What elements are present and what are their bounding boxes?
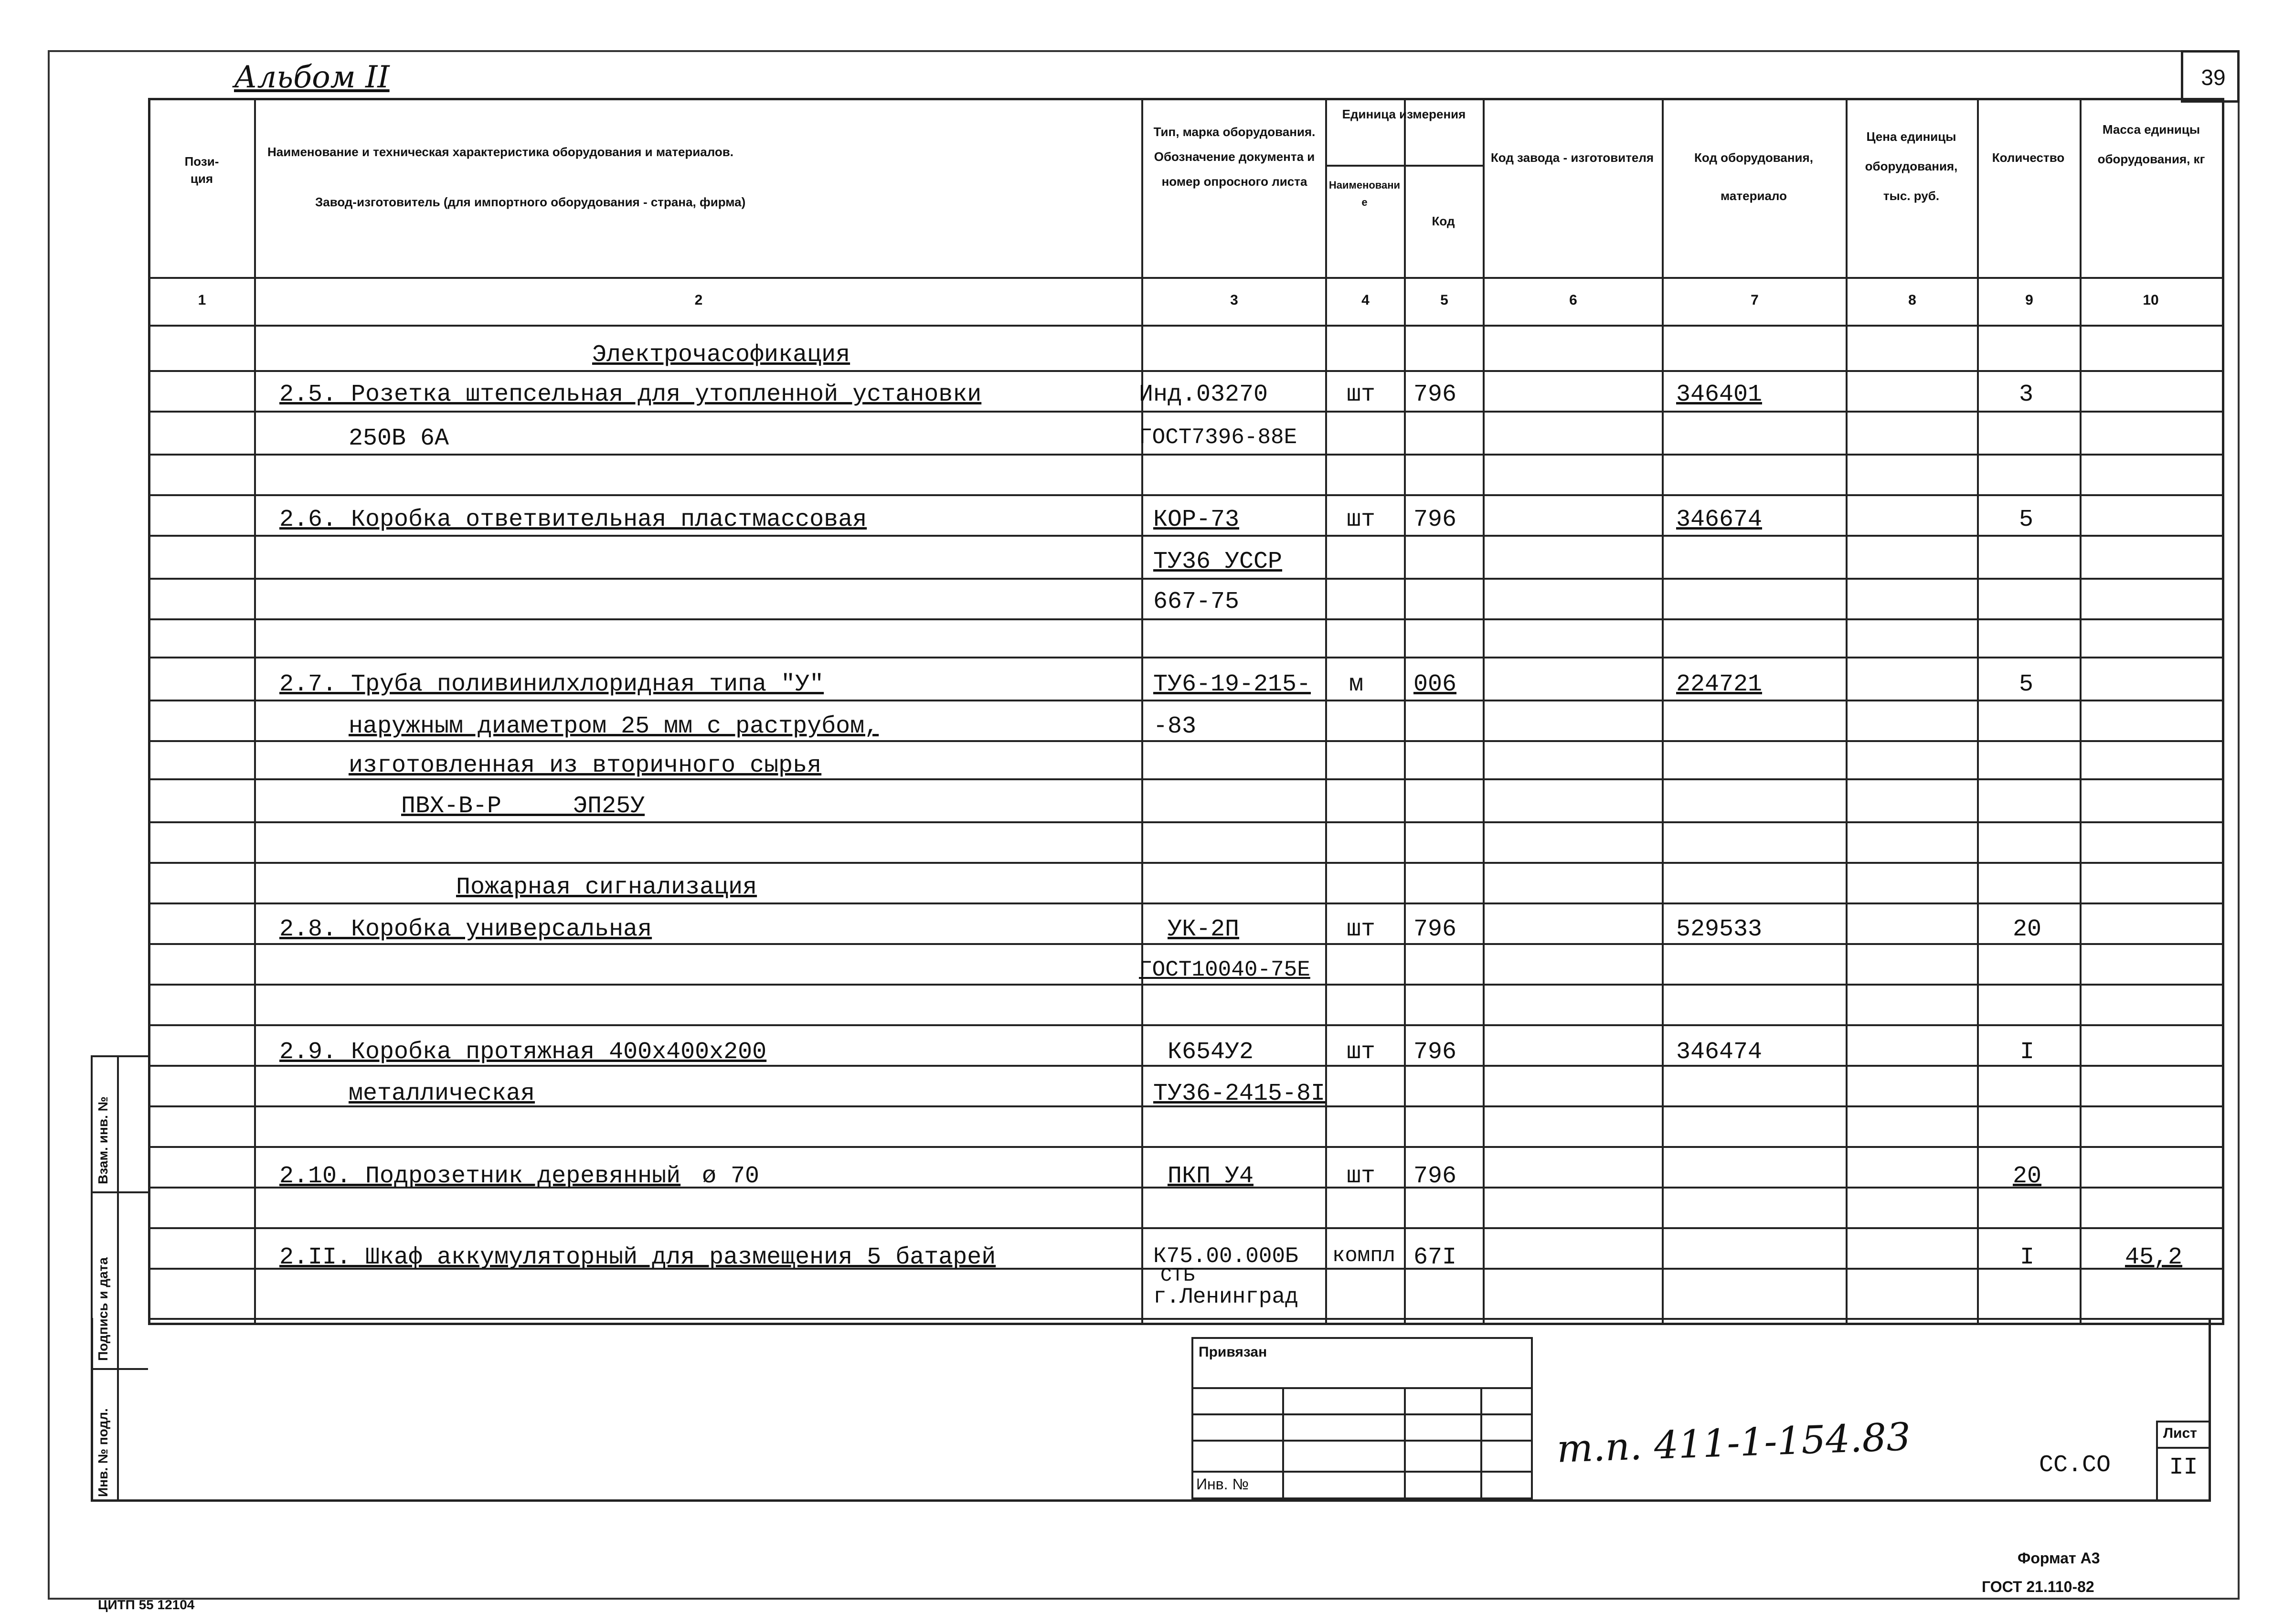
footer-left: ЦИТП 55 12104 (98, 1597, 195, 1612)
stamp-line (1480, 1387, 1482, 1499)
row-line (148, 618, 2224, 620)
item-unit: шт (1347, 1039, 1376, 1066)
row-line (148, 494, 2224, 496)
item-diameter: ø 70 (702, 1163, 760, 1190)
header-type: Тип, марка оборудования. Обозначение документа и номер опросного листа (1153, 125, 1316, 189)
item-type: К654У2 (1168, 1039, 1254, 1066)
header-factory-code: Код завода - изготовителя (1490, 150, 1654, 165)
item-name: 2.10. Подрозетник деревянный (279, 1163, 681, 1190)
item-type: -83 (1153, 713, 1197, 740)
stamp-line (1404, 1387, 1406, 1499)
item-type: Инд.03270 (1139, 381, 1268, 408)
item-quantity: 5 (2019, 671, 2034, 698)
item-unit-code: 67I (1413, 1244, 1457, 1271)
side-strip-line (91, 1055, 93, 1502)
header-mass: Масса единицы оборудования, кг (2097, 122, 2205, 166)
colnum-bottom-line (148, 325, 2224, 327)
side-label-replace-inv: Взам. инв. № (96, 1096, 110, 1184)
side-strip-line (91, 1055, 148, 1057)
row-line (148, 862, 2224, 864)
row-line (148, 1227, 2224, 1229)
item-name: изготовленная из вторичного сырья (349, 752, 822, 779)
item-quantity: 5 (2019, 506, 2034, 533)
col-divider (1483, 98, 1485, 1323)
item-quantity: I (2020, 1039, 2035, 1066)
item-unit: м (1349, 671, 1364, 698)
row-line (148, 454, 2224, 456)
header-unit-code: Код (1432, 214, 1455, 228)
item-type: ГОСТ10040-75Е (1139, 957, 1310, 982)
spec-table (148, 98, 2224, 1325)
section-title: Электрочасофикация (592, 341, 850, 369)
item-equipment-code: 529533 (1676, 916, 1763, 943)
header-quantity: Количество (1992, 150, 2065, 165)
col-divider (2080, 98, 2082, 1323)
item-type: ПКП У4 (1168, 1163, 1254, 1190)
unit-header-divider (1325, 165, 1483, 167)
item-equipment-code: 346474 (1676, 1039, 1763, 1066)
item-name: 2.7. Труба поливинилхлоридная типа "У" (279, 671, 824, 698)
row-line (148, 370, 2224, 372)
header-unit-name: Наименование (1328, 179, 1401, 208)
item-name: 2.8. Коробка универсальная (279, 916, 652, 943)
sheet-box-line (2156, 1447, 2211, 1449)
header-unit: Единица измерения (1342, 107, 1466, 121)
row-line (148, 1024, 2224, 1026)
header-equipment-code: Код оборудования, материало (1694, 150, 1813, 203)
title-block (91, 1318, 2211, 1502)
row-line (148, 902, 2224, 904)
item-quantity: 20 (2013, 1163, 2042, 1190)
row-line (148, 821, 2224, 823)
album-label: Альбом II (234, 60, 390, 95)
colnum-9: 9 (2025, 292, 2033, 308)
stamp-inv-label: Инв. № (1196, 1475, 1249, 1493)
col-divider (254, 98, 256, 1323)
item-unit: шт (1347, 506, 1376, 533)
item-name: 2.9. Коробка протяжная 400х400х200 (279, 1039, 767, 1066)
col-divider (1325, 98, 1327, 1323)
page-number: 39 (2201, 65, 2226, 90)
item-type: СТБ (1160, 1265, 1195, 1287)
item-name: наружным диаметром 25 мм с раструбом, (349, 713, 879, 740)
project-code: т.п. 411-1-154.83 (1556, 1414, 1912, 1471)
item-unit: шт (1347, 381, 1376, 408)
item-quantity: 20 (2013, 916, 2042, 943)
row-line (148, 984, 2224, 986)
stamp-privyazan: Привязан (1199, 1344, 1267, 1360)
item-unit-code: 796 (1413, 1039, 1457, 1066)
item-unit: шт (1347, 916, 1376, 943)
item-type: ТУ36 УССР (1153, 548, 1283, 575)
side-strip-line (91, 1191, 148, 1193)
item-name: 2.II. Шкаф аккумуляторный для размещения 5 батарей (279, 1244, 996, 1271)
item-unit-code: 796 (1413, 1163, 1457, 1190)
sheet-label: Лист (2163, 1425, 2197, 1441)
row-line (148, 700, 2224, 701)
row-line (148, 943, 2224, 945)
side-label-signature-date: Подпись и дата (96, 1257, 110, 1361)
row-line (148, 411, 2224, 413)
item-type: 667-75 (1153, 588, 1240, 616)
colnum-7: 7 (1751, 292, 1759, 308)
item-unit-code: 006 (1413, 671, 1457, 698)
section-title: Пожарная сигнализация (456, 874, 757, 901)
item-type: ГОСТ7396-88Е (1139, 425, 1297, 450)
item-unit: шт (1347, 1163, 1376, 1190)
row-line (148, 740, 2224, 742)
item-unit-code: 796 (1413, 506, 1457, 533)
side-label-inv-original: Инв. № подл. (96, 1408, 110, 1497)
document-code: СС.СО (2039, 1452, 2111, 1479)
item-name: 2.6. Коробка ответвительная пластмассовая (279, 506, 867, 533)
row-line (148, 1146, 2224, 1148)
header-name: Наименование и техническая характеристика оборудования и материалов. (267, 145, 734, 159)
item-type: ТУ36-2415-8I (1153, 1080, 1326, 1107)
item-equipment-code: 346401 (1676, 381, 1763, 408)
footer-format: Формат А3 (2018, 1550, 2100, 1567)
item-type: УК-2П (1168, 916, 1240, 943)
colnum-2: 2 (694, 292, 703, 308)
item-unit: компл (1332, 1244, 1396, 1268)
side-strip-line (117, 1055, 119, 1502)
item-name: ПВХ-В-Р ЭП25У (401, 793, 645, 820)
sheet-number: II (2169, 1454, 2198, 1481)
colnum-10: 10 (2143, 292, 2159, 308)
col-divider (1662, 98, 1664, 1323)
footer-gost: ГОСТ 21.110-82 (1982, 1578, 2094, 1595)
colnum-6: 6 (1569, 292, 1577, 308)
row-line (148, 535, 2224, 537)
item-unit-code: 796 (1413, 916, 1457, 943)
item-type: К75.00.000Б (1153, 1244, 1298, 1269)
item-quantity: I (2020, 1244, 2035, 1271)
item-name: 2.5. Розетка штепсельная для утопленной установки (279, 381, 982, 408)
colnum-1: 1 (198, 292, 206, 308)
col-divider (1846, 98, 1848, 1323)
item-type: ТУ6-19-215- (1153, 671, 1311, 698)
col-divider (1404, 98, 1406, 1323)
colnum-8: 8 (1908, 292, 1916, 308)
row-line (148, 657, 2224, 658)
item-equipment-code: 346674 (1676, 506, 1763, 533)
stamp-line (1282, 1387, 1284, 1499)
header-position: Пози- ция (184, 154, 219, 186)
item-type: г.Ленинград (1153, 1284, 1298, 1309)
item-name: металлическая (349, 1080, 535, 1107)
colnum-3: 3 (1230, 292, 1238, 308)
header-manufacturer: Завод-изготовитель (для импортного оборудования - страна, фирма) (315, 195, 746, 209)
colnum-4: 4 (1361, 292, 1370, 308)
item-equipment-code: 224721 (1676, 671, 1763, 698)
header-price: Цена единицы оборудования, тыс. руб. (1865, 129, 1958, 203)
col-divider (1141, 98, 1143, 1323)
item-unit-code: 796 (1413, 381, 1457, 408)
colnum-5: 5 (1440, 292, 1448, 308)
item-mass: 45,2 (2125, 1244, 2183, 1271)
item-quantity: 3 (2019, 381, 2034, 408)
row-line (148, 578, 2224, 580)
item-type: КОР-73 (1153, 506, 1240, 533)
item-name: 250В 6А (349, 425, 449, 452)
col-divider (1977, 98, 1979, 1323)
side-strip-line (91, 1368, 148, 1370)
header-bottom-line (148, 277, 2224, 279)
